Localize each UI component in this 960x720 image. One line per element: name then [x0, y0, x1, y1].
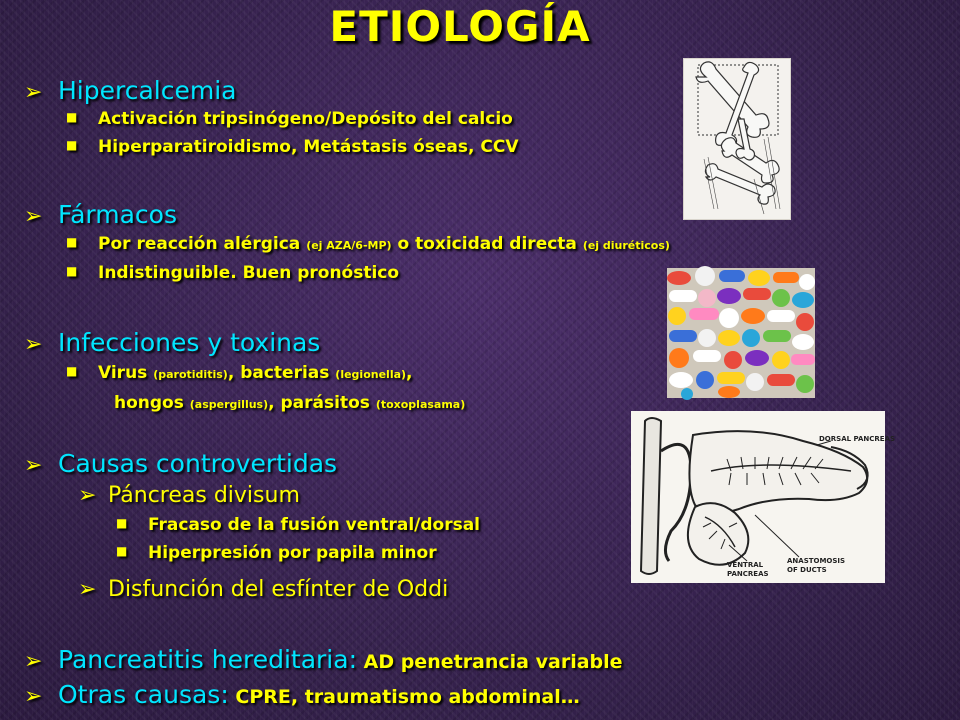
square-bullet-icon: ■	[116, 516, 128, 530]
list-item: ■ Hiperparatiroidismo, Metástasis óseas, CCV	[66, 137, 519, 157]
list-item: ■ Por reacción alérgica (ej AZA/6-MP) o toxicidad directa (ej diuréticos)	[66, 234, 670, 254]
arrow-icon: ➢	[24, 649, 43, 674]
arrow-icon: ➢	[24, 684, 43, 709]
heading-controvertidas: ➢ Causas controvertidas	[24, 449, 338, 478]
list-item: ■ Activación tripsinógeno/Depósito del calcio	[66, 109, 513, 129]
heading-farmacos: ➢ Fármacos	[24, 200, 177, 229]
list-item: ■ Fracaso de la fusión ventral/dorsal	[116, 515, 481, 535]
label-anastomosis: ANASTOMOSIS	[787, 557, 846, 565]
bones-illustration	[684, 59, 790, 219]
square-bullet-icon: ■	[66, 264, 78, 278]
slide-title: ETIOLOGÍA	[329, 2, 591, 51]
label-ventral-pancreas: PANCREAS	[727, 570, 769, 578]
label-of-ducts: OF DUCTS	[787, 566, 827, 574]
subheading-oddi: ➢ Disfunción del esfínter de Oddi	[78, 577, 449, 602]
list-item: ■ Virus (parotiditis), bacterias (legionella),	[66, 363, 413, 383]
heading-hereditaria: ➢ Pancreatitis hereditaria: AD penetrancia variable	[24, 645, 623, 674]
bones-image	[683, 58, 791, 220]
square-bullet-icon: ■	[66, 138, 78, 152]
arrow-icon: ➢	[78, 483, 97, 508]
pancreas-illustration	[631, 411, 896, 583]
arrow-icon: ➢	[24, 453, 43, 478]
pancreas-diagram	[631, 411, 896, 583]
arrow-icon: ➢	[24, 80, 43, 105]
heading-infecciones: ➢ Infecciones y toxinas	[24, 328, 321, 357]
label-dorsal-pancreas: DORSAL PANCREAS	[819, 435, 896, 443]
pills-image	[667, 268, 815, 398]
subheading-pancreas-divisum: ➢ Páncreas divisum	[78, 483, 300, 508]
square-bullet-icon: ■	[66, 110, 78, 124]
arrow-icon: ➢	[24, 332, 43, 357]
list-item: ■ Hiperpresión por papila minor	[116, 543, 437, 563]
label-ventral: VENTRAL	[727, 561, 764, 569]
square-bullet-icon: ■	[116, 544, 128, 558]
square-bullet-icon: ■	[66, 235, 78, 249]
heading-hipercalcemia: ➢ Hipercalcemia	[24, 76, 237, 105]
arrow-icon: ➢	[24, 204, 43, 229]
list-item-continuation: hongos (aspergillus), parásitos (toxoplasama)	[114, 393, 466, 413]
arrow-icon: ➢	[78, 577, 97, 602]
square-bullet-icon: ■	[66, 364, 78, 378]
pills-illustration	[667, 268, 815, 398]
heading-otras: ➢ Otras causas: CPRE, traumatismo abdominal…	[24, 680, 580, 709]
list-item: ■ Indistinguible. Buen pronóstico	[66, 263, 400, 283]
